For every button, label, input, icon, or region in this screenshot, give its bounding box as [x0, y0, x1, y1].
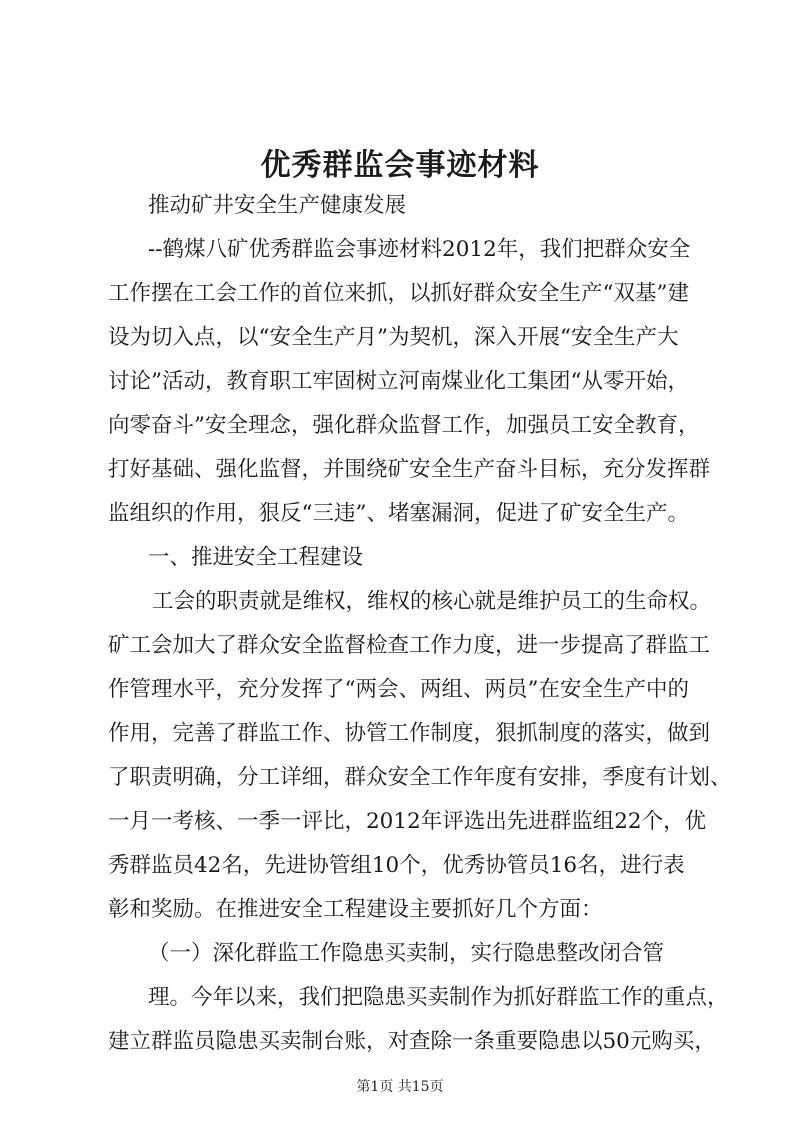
body-line: 作用，完善了群监工作、协管工作制度，狠抓制度的落实，做到 [108, 721, 711, 746]
body-line: 了职责明确，分工详细，群众安全工作年度有安排，季度有计划、 [108, 765, 732, 790]
body-line: 设为切入点，以“安全生产月”为契机，深入开展“安全生产大 [108, 325, 679, 350]
body-line: 向零奋斗”安全理念，强化群众监督工作，加强员工安全教育， [108, 413, 700, 438]
body-line: 彰和奖励。在推进安全工程建设主要抓好几个方面： [108, 897, 603, 922]
body-line: 一月一考核、一季一评比，2012年评选出先进群监组22个，优 [108, 809, 707, 834]
body-line: 工作摆在工会工作的首位来抓，以抓好群众安全生产“双基”建 [108, 281, 689, 306]
body-line: 秀群监员42名，先进协管组10个，优秀协管员16名，进行表 [108, 853, 685, 878]
section-heading: 一、推进安全工程建设 [148, 545, 364, 570]
body-line: 打好基础、强化监督，并围绕矿安全生产奋斗目标，充分发挥群 [108, 457, 711, 482]
body-line: 讨论”活动，教育职工牢固树立河南煤业化工集团“从零开始， [108, 369, 689, 394]
body-line: 建立群监员隐患买卖制台账，对查除一条重要隐患以50元购买， [108, 1029, 716, 1054]
subtitle-line: 推动矿井安全生产健康发展 [148, 193, 407, 218]
body-line: 工会的职责就是维权，维权的核心就是维护员工的生命权。 [152, 589, 712, 614]
document-title: 优秀群监会事迹材料 [260, 148, 540, 183]
body-line: 理。今年以来，我们把隐患买卖制作为抓好群监工作的重点， [148, 985, 729, 1010]
body-line: 监组织的作用，狠反“三违”、堵塞漏洞，促进了矿安全生产。 [108, 501, 689, 526]
subsection-heading: （一）深化群监工作隐患买卖制，实行隐患整改闭合管 [148, 941, 665, 966]
body-line: 矿工会加大了群众安全监督检查工作力度，进一步提高了群监工 [108, 633, 711, 658]
body-line: 作管理水平，充分发挥了“两会、两组、两员”在安全生产中的 [108, 677, 689, 702]
body-line: --鹤煤八矿优秀群监会事迹材料2012年，我们把群众安全 [148, 237, 691, 262]
page-number-footer: 第1页 共15页 [356, 1079, 444, 1095]
